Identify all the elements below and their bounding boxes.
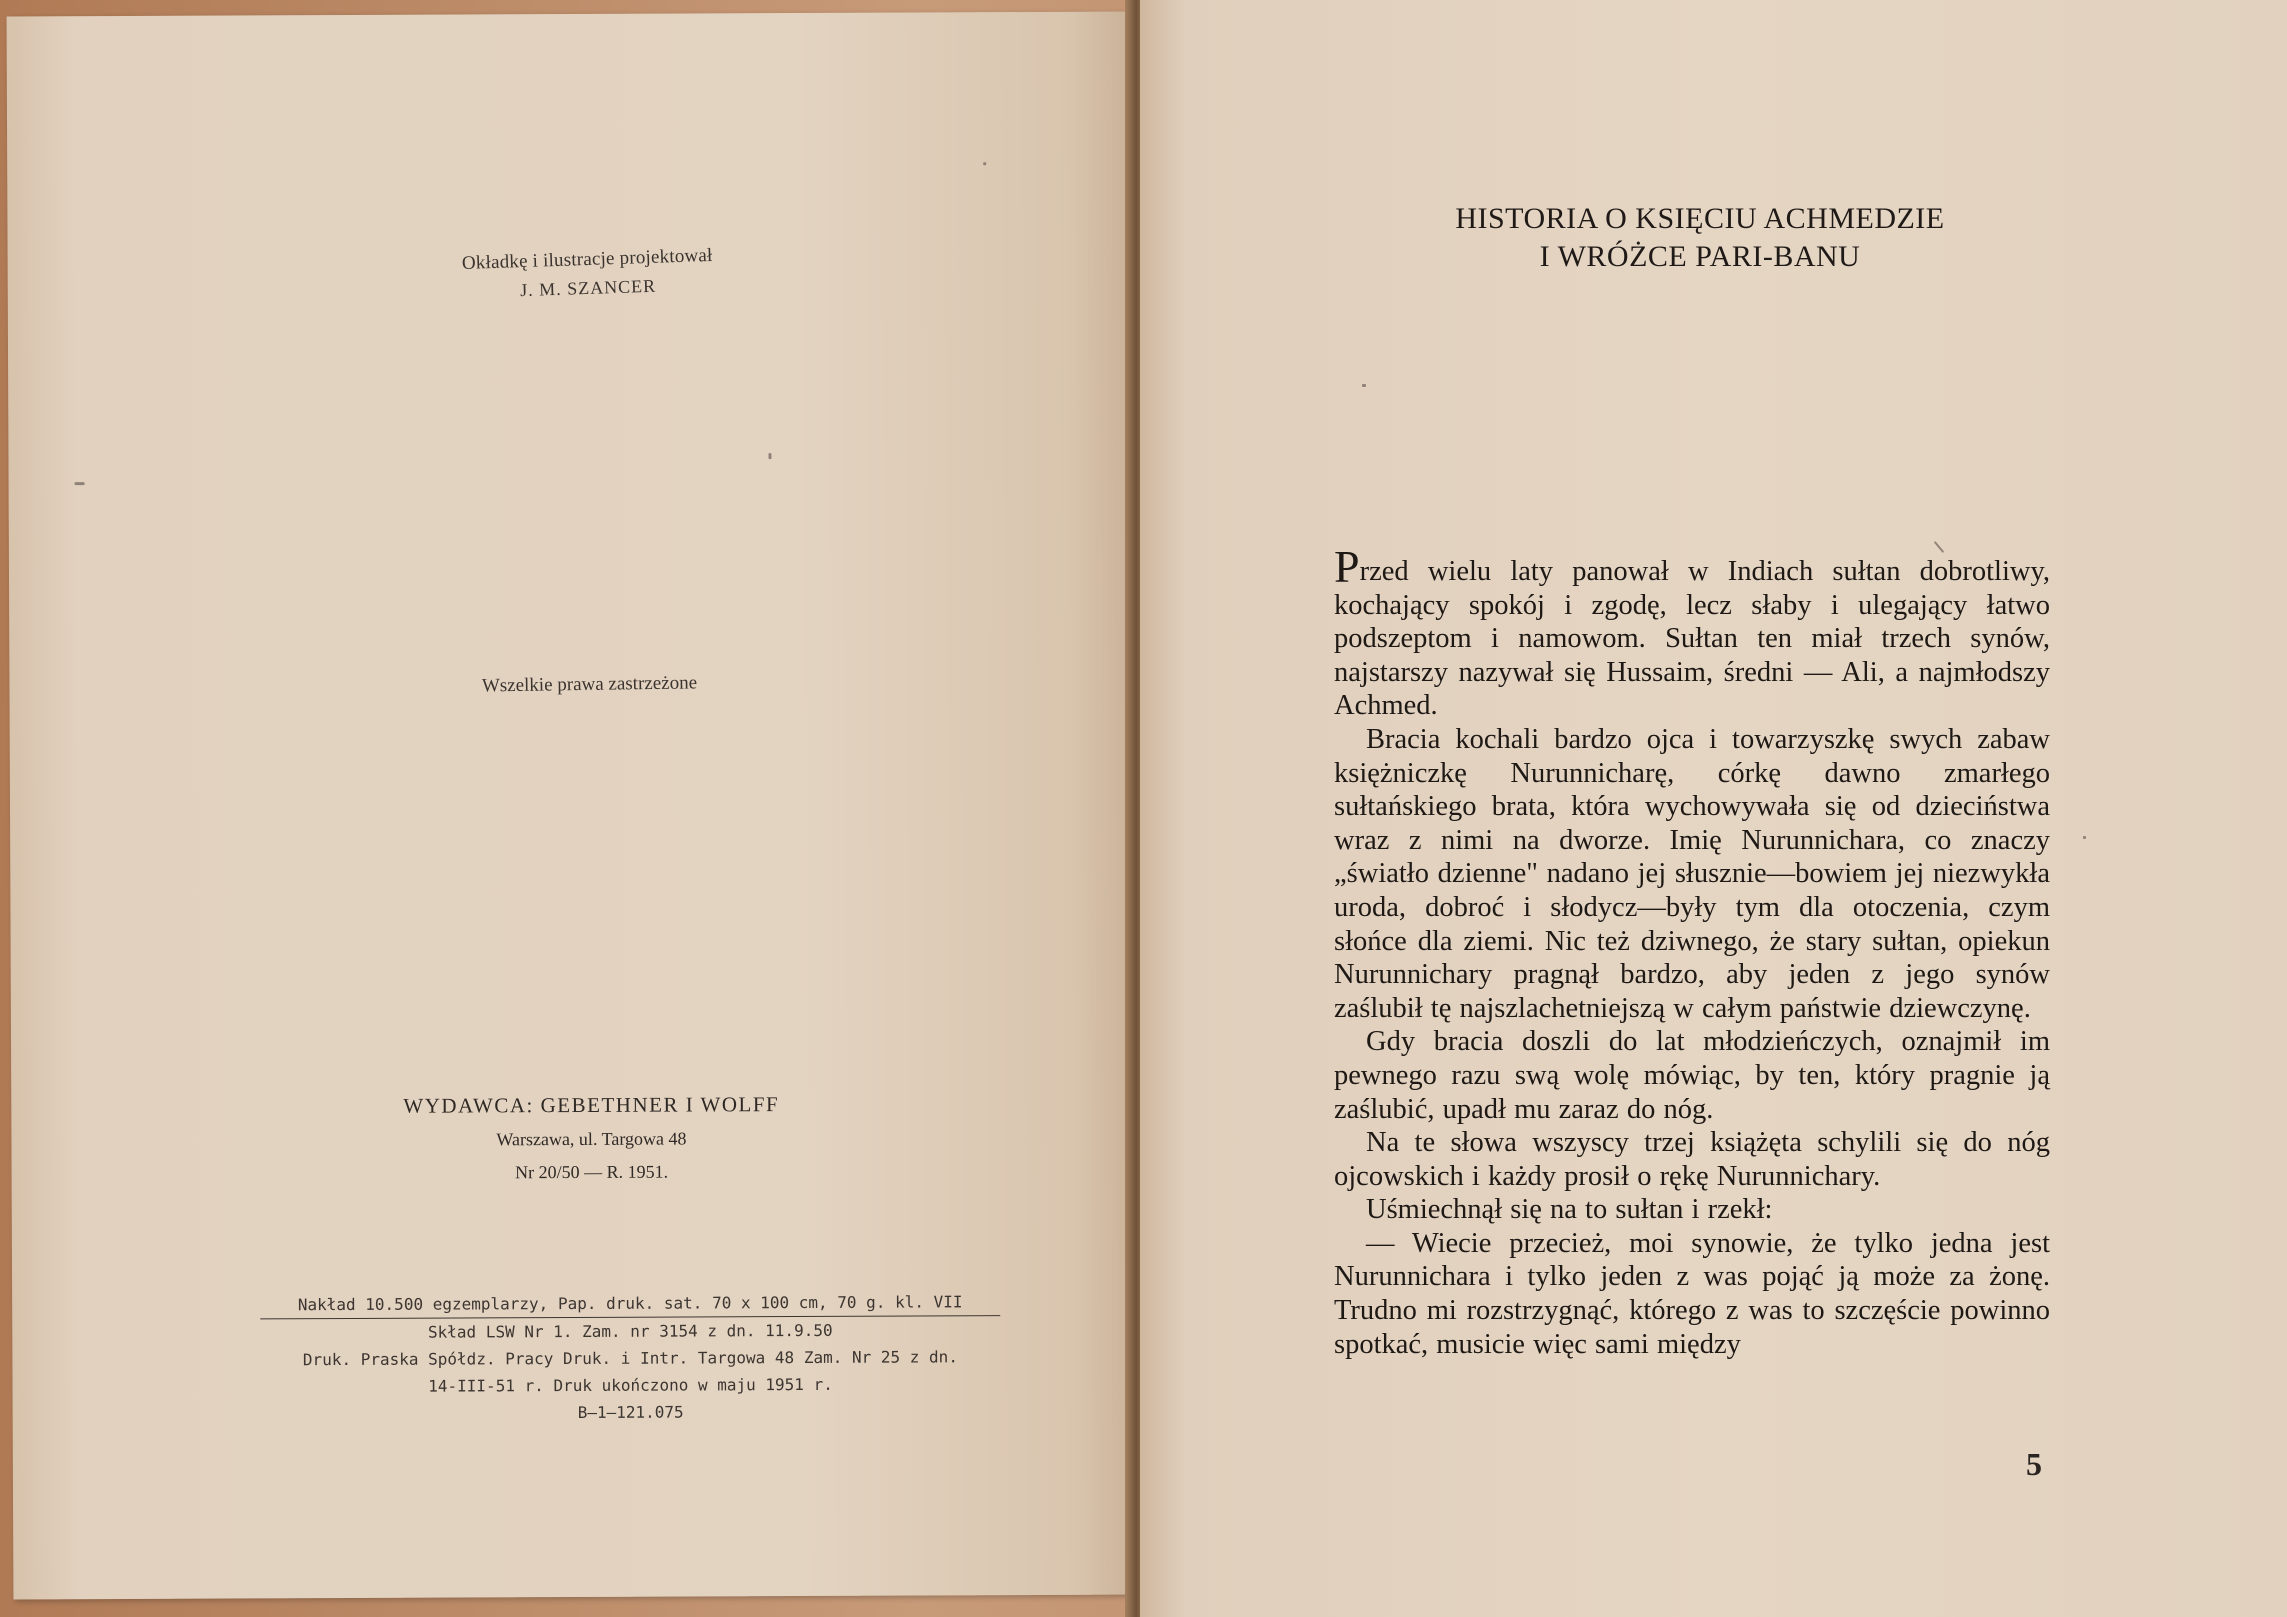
paragraph: Na te słowa wszyscy trzej książęta schylili się do nóg ojcowskich i każdy prosił o rękę Nurunnichary.	[1334, 1127, 2050, 1192]
paper-speck	[1362, 384, 1366, 387]
illustrator-name: J. M. SZANCER	[519, 275, 657, 301]
left-page	[7, 12, 1142, 1600]
paragraph-text: rzed wielu laty panował w Indiach sułtan dobrotliwy, kochający spokój i zgodę, lecz słaby i ulegający łatwo podszeptom i namowom. Sułtan ten miał trzech synów, najstarszy nazywał się Hussaim, średni — Ali, a najmłodszy Achmed.	[1334, 556, 2050, 722]
page-number: 5	[2026, 1446, 2042, 1482]
chapter-title-line: HISTORIA O KSIĘCIU ACHMEDZIE	[1455, 202, 1945, 235]
credit-line: Okładkę i ilustracje projektował	[461, 244, 713, 274]
paragraph	[1334, 541, 2050, 723]
paragraph: Uśmiechnął się na to sułtan i rzekł:	[1366, 1194, 1773, 1226]
publisher-info	[351, 1087, 831, 1189]
paper-speck	[75, 482, 85, 485]
paragraph: Gdy bracia doszli do lat młodzieńczych, oznajmił im pewnego razu swą wolę mówiąc, by ten, który pragnie ją zaślubić, upadł mu zaraz do nóg.	[1334, 1026, 2050, 1125]
print-line: Druk. Praska Spółdz. Pracy Druk. i Intr. Targowa 48 Zam. Nr 25 z dn.	[302, 1347, 958, 1370]
print-line: 14-III-51 r. Druk ukończono w maju 1951 r.	[428, 1374, 833, 1396]
story-text	[1334, 541, 2050, 1361]
print-line: B—1—121.075	[577, 1402, 684, 1422]
paragraph: Bracia kochali bardzo ojca i towarzyszkę swych zabaw księżniczkę Nurunnicharę, córkę dawno zmarłego sułtańskiego brata, która wychowywała się od dzieciństwa wraz z nimi na dworze. Imię Nurunnichara, co znaczy „światło dzienne" nadano jej słusznie—bowiem jej niezwykła uroda, dobroć i słodycz—były tym dla otoczenia, czym słońce dla ziemi. Nic też dziwnego, że stary sułtan, opiekun Nurunnichary pragnął bardzo, aby jeden z jego synów zaślubił tę najszlachetniejszą w całym państwie dziewczynę.	[1334, 723, 2050, 1024]
paper-speck	[2083, 836, 2086, 839]
print-details	[260, 1288, 1001, 1427]
publisher-name: WYDAWCA: GEBETHNER I WOLFF	[403, 1092, 780, 1118]
print-line: Nakład 10.500 egzemplarzy, Pap. druk. sat. 70 x 100 cm, 70 g. kl. VII	[260, 1288, 1000, 1319]
print-line: Skład LSW Nr 1. Zam. nr 3154 z dn. 11.9.50	[427, 1320, 833, 1342]
rights-notice: Wszelkie prawa zastrzeżone	[481, 672, 698, 697]
paragraph: — Wiecie przecież, moi synowie, że tylko jedna jest Nurunnichara i tylko jeden z was pojąć ją może za żonę. Trudno mi rozstrzygnąć, którego z was to szczęście powinno spotkać, musicie więc sami między	[1334, 1227, 2050, 1360]
chapter-title-line: I WRÓŻCE PARI-BANU	[1539, 240, 1861, 273]
paper-speck	[768, 453, 771, 459]
publisher-number: Nr 20/50 — R. 1951.	[515, 1161, 669, 1183]
illustrator-credit	[407, 240, 769, 308]
drop-cap: P	[1334, 541, 1360, 592]
paper-speck	[983, 162, 986, 165]
publisher-address: Warszawa, ul. Targowa 48	[496, 1128, 687, 1150]
chapter-title	[1310, 200, 2090, 276]
